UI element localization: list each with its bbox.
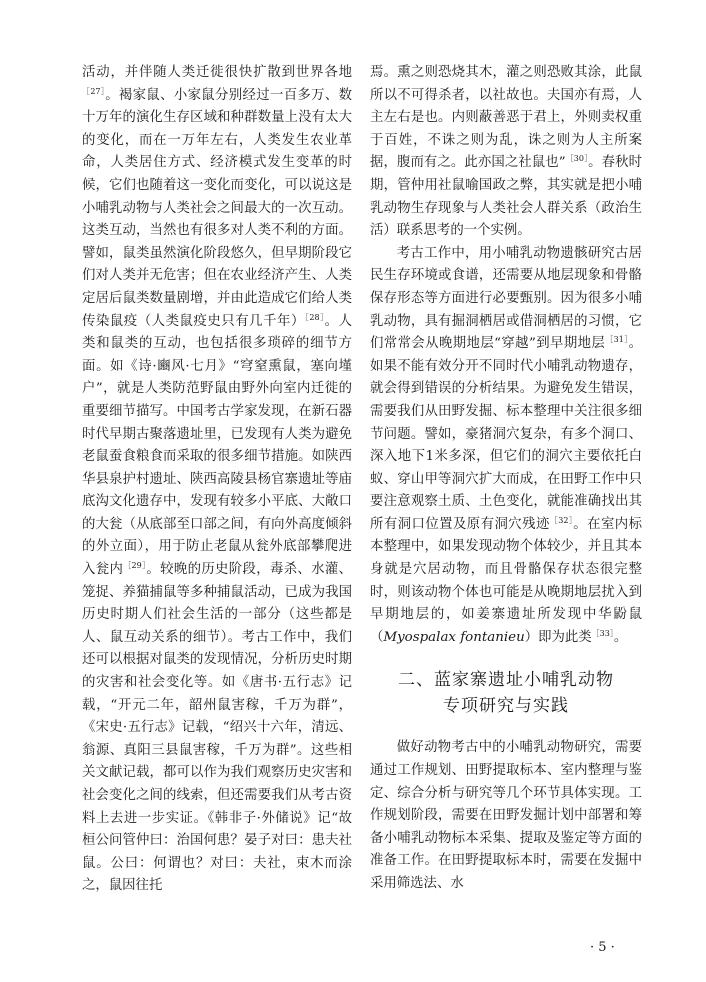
text-run: ）即为此类 — [524, 629, 592, 645]
text-run: 考古工作中，用小哺乳动物遗骸研究古居民生存环境或食谱，还需要从地层现象和骨骼保存形态等方面进行必要甄别。因为很多小哺乳动物，具有掘洞栖居或借洞栖居的习惯，它们常常会从晚期地层“穿越”到早期地层 — [370, 245, 642, 352]
section-heading-line-1: 二、蓝家寨遗址小哺乳动物 — [398, 670, 614, 691]
text-run: 。人类和鼠类的互动，也包括很多琐碎的细节方面。如《诗·豳风·七月》“穹窒熏鼠，塞向墐户”，就是人类防范野鼠由野外向室内迁徙的重要细节描写。中国考古学家发现，在新石器时代早期古聚落遗址里，已发现有人类为避免老鼠蚕食粮食而采取的很多细节措施。如陕西华县泉护村遗址、陕西高陵县杨官寨遗址等庙底沟文化遗存中，发现有较多小平底、大敞口的大瓮（从底部至口部之间，有向外高度倾斜的外立面），用于防止老鼠从瓮外底部攀爬进入瓮内 — [82, 313, 352, 578]
left-column — [82, 62, 352, 898]
right-column — [370, 62, 642, 896]
paragraph — [370, 737, 642, 895]
citation-marker: ［32］ — [549, 515, 574, 525]
paragraph — [370, 243, 642, 650]
paragraph — [82, 62, 352, 898]
text-run: 。褐家鼠、小家鼠分别经过一百多万、数十万年的演化生存区域和种群数量上没有太大的变化，而在一万年左右，人类发生农业革命，人类居住方式、经济模式发生变革的时候，它们也随着这一变化而变化，可以说这是小哺乳动物与人类社会之间最大的一次互动。这类互动，当然也有很多对人类不利的方面。譬如，鼠类虽然演化阶段悠久，但早期阶段它们对人类并无危害；但在农业经济产生、人类定居后鼠类数量剧增，并由此造成它们给人类传染鼠疫（人类鼠疫史只有几千年） — [82, 87, 352, 329]
citation-marker: ［33］ — [591, 628, 614, 638]
citation-marker: ［31］ — [605, 335, 629, 345]
paragraph — [370, 62, 642, 243]
text-run: 。如果不能有效分开不同时代小哺乳动物遗存，就会得到错误的分析结果。为避免发生错误，需要我们从田野发掘、标本整理中关注很多细节问题。譬如，豪猪洞穴复杂，有多个洞口、深入地下1米多深，但它们的洞穴主要依托白蚁、穿山甲等洞穴扩大而成，在田野工作中只要注意观察土质、土色变化，就能准确找出其所有洞口位置及原有洞穴残迹 — [370, 336, 642, 532]
citation-marker: ［30］ — [565, 154, 589, 164]
citation-marker: ［27］ — [82, 86, 106, 96]
page-number: · 5 · — [590, 940, 615, 955]
text-run: 。春秋时期，管仲用社鼠喻国政之弊，其实就是把小哺乳动物生存现象与人类社会人群关系（政治生活）联系思考的一个实例。 — [370, 155, 642, 239]
right-column-text-top — [370, 62, 642, 649]
citation-marker: ［29］ — [123, 561, 147, 571]
right-column-text-bottom — [370, 737, 642, 895]
section-heading — [370, 667, 642, 719]
species-name: Myospalax fontanieu — [383, 629, 525, 645]
text-run: 。较晚的历史阶段，毒杀、水灌、笼捉、养猫捕鼠等多种捕鼠活动，已成为我国历史时期人们社会生活的一部分（这些都是人、鼠互动关系的细节）。考古工作中，我们还可以根据对鼠类的发现情况，分析历史时期的灾害和社会变化等。如《唐书·五行志》记载，“开元二年，韶州鼠害稼，千万为群”，《宋史·五行志》记载，“绍兴十六年，清远、翁源、真阳三县鼠害稼，千万为群”。这些相关文献记载，都可以作为我们观察历史灾害和社会变化之间的线索，但还需要我们从考古资料上去进一步实证。《韩非子·外储说》记“故桓公问管仲曰：治国何患？晏子对曰：患夫社鼠。公曰：何谓也？对曰：夫社，束木而涂之，鼠因往托 — [82, 562, 353, 894]
text-run: 。在室内标本整理中，如果发现动物个体较少，并且其本身就是穴居动物，而且骨骼保存状态很完整时，则该动物个体也可能是从晚期地层扰入到早期地层的，如姜寨遗址所发现中华鼢鼠（ — [370, 516, 643, 645]
text-run: 活动，并伴随人类迁徙很快扩散到世界各地 — [82, 65, 352, 80]
text-run: 焉。熏之则恐烧其木，灌之则恐败其涂，此鼠所以不可得杀者，以社故也。夫国亦有焉，人主左右是也。内则蔽善恶于君上，外则卖权重于百姓，不诛之则为乱，诛之则为人主所案据，腹而有之。此亦国之社鼠也” — [370, 65, 642, 171]
text-run: 。 — [613, 629, 628, 645]
section-heading-line-2: 专项研究与实践 — [443, 696, 569, 717]
text-run: 做好动物考古中的小哺乳动物研究，需要通过工作规划、田野提取标本、室内整理与鉴定、综合分析与研究等几个环节具体实现。工作规划阶段，需要在田野发掘计划中部署和筹备小哺乳动物标本采集、提取及鉴定等方面的准备工作。在田野提取标本时，需要在发掘中采用筛选法、水 — [370, 740, 642, 891]
citation-marker: ［28］ — [304, 312, 325, 322]
